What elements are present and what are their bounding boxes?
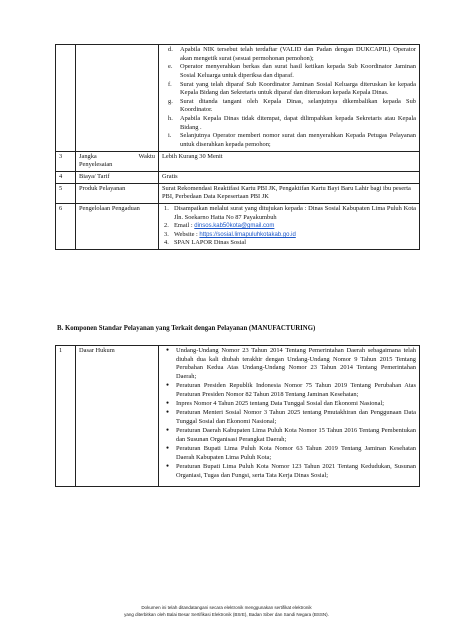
legal-basis-list xyxy=(162,347,416,480)
service-standard-table-1 xyxy=(55,44,420,250)
complaint-handling-label: Pengelolaan Pengaduan xyxy=(76,203,159,249)
completion-time-value: Lebih Kurang 30 Menit xyxy=(159,151,420,171)
website-link[interactable]: https://sosial.limapuluhkotakab.go.id xyxy=(199,231,296,238)
cell-label xyxy=(76,45,159,152)
service-product-label: Produk Pelayanan xyxy=(76,183,159,203)
section-b-heading: B. Komponen Standar Pelayanan yang Terkait dengan Pelayanan (MANUFACTURING) xyxy=(57,325,316,332)
complaint-handling-value xyxy=(159,203,420,249)
table-row xyxy=(56,171,420,183)
bullet-icon: ● xyxy=(166,383,170,389)
bullet-icon: ● xyxy=(166,348,170,353)
completion-time-label: Jangka Waktu Penyelesaian xyxy=(76,151,159,171)
bullet-icon: ● xyxy=(166,428,170,434)
legal-basis-item: ● Peraturan Daerah Kabupaten Lima Puluh Kota Nomor 15 Tahun 2016 Tentang Pembentukan dan Susunan Organisasi Perangkat Daerah; xyxy=(166,427,416,443)
table-row xyxy=(56,346,420,487)
legal-basis-value xyxy=(159,346,420,487)
legal-basis-label: Dasar Hukum xyxy=(76,346,159,487)
table-row xyxy=(56,203,420,249)
cell-no: 3 xyxy=(56,151,76,171)
legal-basis-item: ● Inpres Nomor 4 Tahun 2025 tentang Data Tunggal Sosial dan Ekonomi Nasional; xyxy=(166,400,384,408)
bullet-icon: ● xyxy=(166,410,170,416)
procedure-step: e. Operator menyerahkan berkas dan surat hasil ketikan kepada Sub Koordinator Jaminan Sosial Keluarga untuk diperiksa dan diparaf. xyxy=(168,63,416,79)
cell-no: 6 xyxy=(56,203,76,249)
legal-basis-item: ● Peraturan Bupati Lima Puluh Kota Nomor 63 Tahun 2019 Tentang Jaminan Kesehatan Daerah Kabupaten Lima Puluh Kota; xyxy=(166,445,416,461)
cell-no: 5 xyxy=(56,183,76,203)
legal-basis-item: ● Undang-Undang Nomor 23 Tahun 2014 Tentang Pemerintahan Daerah sebagaimana telah diubah dua kali diubah terakhir dengan Undang-Undang Nomor 9 Tahun 2015 Tentang Perubahan Kedua Atas Undang-Undang Nomor 23 Tahun 2014 Tentang Pemerintahan Daerah; xyxy=(166,347,416,380)
legal-basis-item: ● Peraturan Presiden Republik Indonesia Nomor 75 Tahun 2019 Tentang Perubahan Atas Peraturan Presiden Nomor 82 Tahun 2018 Tentang Jaminan Kesehatan; xyxy=(166,382,416,398)
legal-basis-item: ● Peraturan Bupati Lima Puluh Kota Nomor 123 Tahun 2021 Tentang Kedudukan, Susunan Organiasi, Tugas dan Fungsi, serta Tata Kerja Dinas Sosial; xyxy=(166,462,416,479)
list-item: 2. Email : dinsos.kab50kota@gmail.com xyxy=(164,222,275,230)
cell-no: 4 xyxy=(56,171,76,183)
cell-no xyxy=(56,45,76,152)
service-product-value: Surat Rekomendasi Reaktifasi Kartu PBI JK, Pengaktifan Kartu Bayi Baru Lahir bagi ibu peserta PBI, Perbedaan Data Kepesertaan PBI JK xyxy=(159,183,420,203)
procedure-step: f. Surat yang telah diparaf Sub Koordinator Jaminan Sosial Keluarga diteruskan ke kepada Kepala Bidang dan Sekretaris untuk diparaf dan diteruskan kepada Kepala Dinas. xyxy=(168,80,416,97)
list-item: 3. Website : https://sosial.limapuluhkotakab.go.id xyxy=(164,230,296,238)
bullet-icon: ● xyxy=(166,401,170,407)
cell-no: 1 xyxy=(56,346,76,487)
email-link[interactable]: dinsos.kab50kota@gmail.com xyxy=(194,223,275,230)
procedure-step: i. Selanjutnya Operator memberi nomor surat dan menyerahkan Kepada Petugas Pelayanan untuk diserahkan kepada pemohon; xyxy=(168,132,416,149)
procedure-steps-cell xyxy=(159,45,420,152)
fee-value: Gratis xyxy=(159,171,420,183)
table-row xyxy=(56,45,420,152)
table-row xyxy=(56,151,420,171)
legal-basis-item: ● Peraturan Menteri Sosial Nomor 3 Tahun 2025 tentang Pmutakhiran dan Penggunaan Data Tunggal Sosial dan Ekonomi Nasional; xyxy=(166,409,416,425)
list-item: 4. SPAN LAPOR Dinas Sosial xyxy=(164,239,247,247)
procedure-step: h. Apabila Kepala Dinas tidak ditempat, dapat dilimpahkan kepada Sekretaris atau Kepala Bidang . xyxy=(168,115,416,131)
table-row xyxy=(56,183,420,203)
esign-footer: Dokumen ini telah ditandatangani secara elektronik menggunakan sertifikat elektronik yang diterbitkan oleh Balai Besar Sertifikasi Elektronik (BSrE), Badan Siber dan Sandi Negara (BSSN). xyxy=(124,605,329,617)
procedure-step: d. Apabila NIK tersebut telah terdaftar (VALID dan Padan dengan DUKCAPIL) Operator akan mengetik surat (sesuai permohonan pemohon); xyxy=(168,46,416,62)
procedure-steps-list xyxy=(162,46,416,150)
service-standard-table-2 xyxy=(55,345,420,487)
bullet-icon: ● xyxy=(166,463,170,469)
bullet-icon: ● xyxy=(166,446,170,452)
procedure-step: g. Surat ditanda tangani oleh Kepala Dinas, selanjutnya dikembalikan kepada Sub Koordinator. xyxy=(168,97,416,114)
complaint-channels-list xyxy=(162,205,416,248)
fee-label: Biaya/ Tarif xyxy=(76,171,159,183)
list-item: 1. Disampaikan melalui surat yang ditujukan kepada : Dinas Sosial Kabupaten Lima Puluh Kota Jln. Soekarno Hatta No 87 Payakumbuh xyxy=(164,204,416,221)
